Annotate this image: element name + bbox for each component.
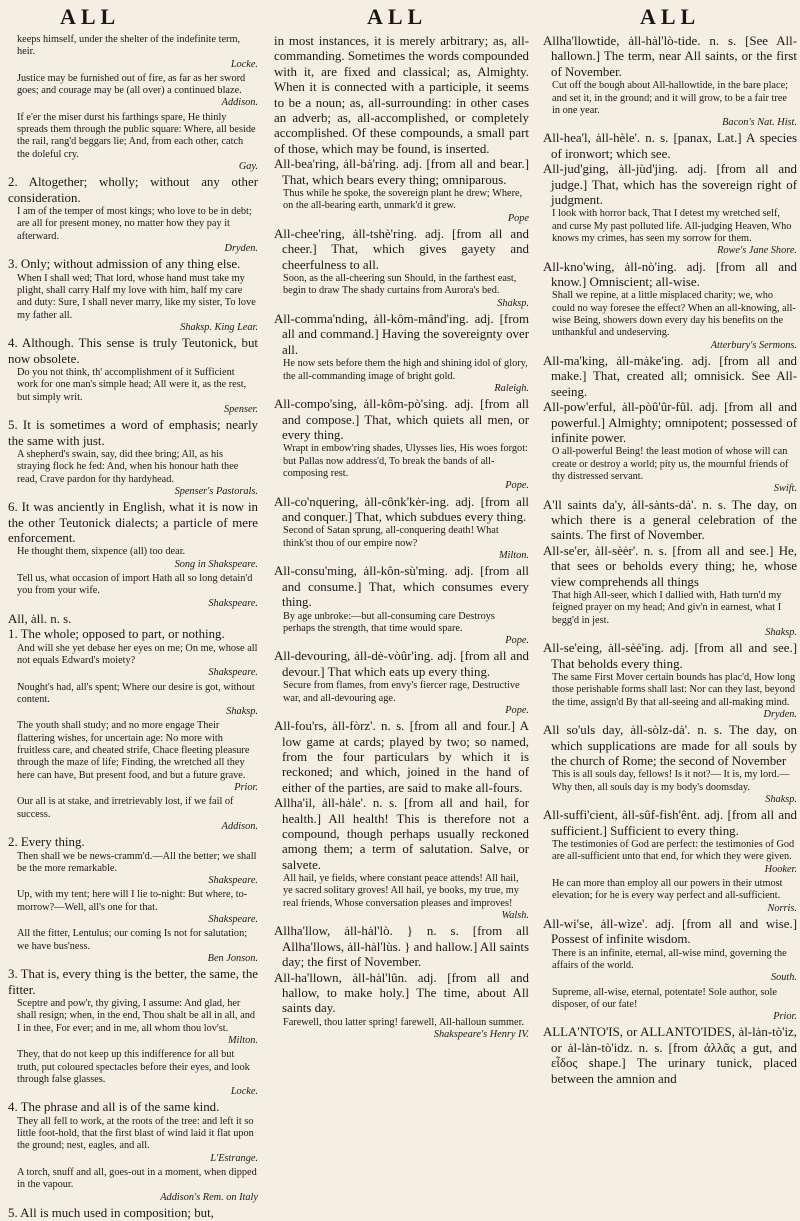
citation-author: Pope. [505,635,529,647]
citation-author: Addison. [221,820,258,832]
citation-quote: Do you not think, th' accomplishment of it Sufficient work for one man's simple head; All were it, as the rest, but simply writ. [17,366,247,403]
citation-author: Shakspeare. [208,667,258,679]
citation-author: Shaksp. [765,626,797,638]
dictionary-entry: All-se'er, ȧll-sèėr'. n. s. [from all and see.] He, that sees or beholds every thing; he, whose view comprehends all things [543,543,797,589]
citation-author: Addison. [221,97,258,109]
header-left: ALL [60,4,121,29]
citation-quote: A shepherd's swain, say, did thee bring; All, as his straying flock he fed: And, when his honour hath thee read, Crave pardon for thy hardyhead. [17,448,239,485]
running-header [0,4,800,34]
citation-author: Ben Jonson. [207,952,258,964]
dictionary-entry: Allha'llow, ȧll-hȧl'lò. } n. s. [from all Allha'llows, ȧll-hȧl'lùs. } and hallow.] All saints day; the first of November. [274,924,529,970]
citation-quote: A torch, snuff and all, goes-out in a moment, when dipped in the vapour. [17,1166,257,1191]
dictionary-entry: Allha'il, ȧll-hȧle'. n. s. [from all and hail, for health.] All health! This is therefore not a compound, though perhaps usually reckoned among them; a term of salutation. Salve, or salvete. [274,796,529,872]
citation-quote: And will she yet debase her eyes on me; On me, whose all not equals Edward's moiety? [17,642,258,666]
citation-quote: By age unbroke:—but all-consuming care Destroys perhaps the strength, that time would spare. [283,610,495,634]
citation-author: Shakspeare. [208,914,258,926]
citation-author: Gay. [238,160,258,172]
header-center: ALL [367,4,428,29]
citation-quote: Second of Satan sprung, all-conquering death! What think'st thou of our empire now? [283,525,499,549]
dictionary-entry: All-jud'ging, ȧll-jùd'jing. adj. [from all and judge.] That, which has the sovereign right of judgment. [543,162,797,208]
citation-quote: If e'er the miser durst his farthings spare, He thinly spreads them through the public square: Where, all beside the rail, rang'd beggars lie; And, from each other, catch the doleful cry. [17,111,256,160]
headword-entry: All, ȧll. n. s. [8,611,72,626]
citation-quote: He can more than employ all our powers in their utmost elevation; for he is every way perfect and all-sufficient. [552,877,783,902]
citation-author: Prior. [773,1011,797,1023]
citation-quote: The youth shall study; and no more engage Their flattering wishes, for uncertain age: No more with fruitless care, and cheated strife, Chace fleeting pleasure through the maze of life; Finding, the wretched all they here can have, But present food, and but a future grave. [17,720,250,781]
sense-text: 4. The phrase and all is of the same kind. [8,1100,220,1115]
citation-quote: Thus while he spoke, the sovereign plant he drew; Where, on the all-bearing earth, unmark'd it grew. [283,188,523,212]
dictionary-entry: Allha'llowtide, ȧll-hȧl'lò-tide. n. s. [See All-hallown.] The term, near All saints, or the first of November. [543,34,797,79]
citation-author: Song in Shakspeare. [174,558,258,570]
header-right: ALL [640,4,701,29]
dictionary-entry: All-se'eing, ȧll-sèė'ing. adj. [from all and see.] That beholds every thing. [543,641,797,671]
citation-quote: All the fitter, Lentulus; our coming Is not for salutation; we have bus'ness. [17,928,248,952]
citation-author: Swift. [773,483,797,495]
dictionary-entry: All-chee'ring, ȧll-tshè'ring. adj. [from all and cheer.] That, which gives gayety and cheerfulness to all. [274,226,529,272]
dictionary-entry: ALLA'NTO'IS, or ALLANTO'IDES, ȧl-lȧn-tò'iz, or ȧl-lȧn-tò'idz. n. s. [from ἀλλᾶς a gut, and εἶδος shape.] The urinary tunick, placed between the amnion and [543,1025,797,1086]
citation-quote: They all fell to work, at the roots of the tree: and left it so little foot-hold, that the first blast of wind laid it flat upon the ground; nest, eagles, and all. [17,1115,254,1152]
sense-text: 3. That is, every thing is the better, the same, the fitter. [8,967,258,997]
citation-author: Dryden. [224,242,258,254]
citation-quote: Soon, as the all-cheering sun Should, in the farthest east, begin to draw The shady curtains from Aurora's bed. [283,273,517,297]
dictionary-entry: All-bea'ring, ȧll-bȧ'ring. adj. [from all and bear.] That, which bears every thing; omniparous. [274,157,529,187]
citation-author: Shaksp. [497,297,529,309]
citation-author: Shakspeare. [208,875,258,887]
dictionary-entry: A'll saints da'y, ȧll-sȧnts-dȧ'. n. s. The day, on which there is a general celebration of the saints. The first of November. [543,497,797,543]
citation-quote: There is an infinite, eternal, all-wise mind, governing the affairs of the world. [552,947,787,971]
citation-author: Raleigh. [494,382,529,394]
column-right [543,34,797,1086]
citation-author: Spenser's Pastorals. [174,485,258,497]
citation-quote: Up, with my tent; here will I lie to-night: But where, to-morrow?—Well, all's one for that. [17,889,248,913]
citation-quote: Then shall we be news-cramm'd.—All the better; we shall be the more remarkable. [17,850,257,874]
citation-quote: I look with horror back, That I detest my wretched self, and curse My past polluted life. All-judging Heaven, Who knows my crimes, has seen my sorrow for them. [552,208,792,245]
citation-quote: All hail, ye fields, where constant peace attends! All hail, ye sacred solitary groves! All hail, ye books, my true, my real friends, Whose conversation pleases and improves! [283,873,519,909]
citation-author: Hooker. [764,863,797,875]
citation-author: Walsh. [501,910,529,922]
sense-text: 3. Only; without admission of any thing else. [8,257,241,272]
citation-quote: That high All-seer, which I dallied with, Hath turn'd my feigned prayer on my head; And giv'n in earnest, what I begg'd in jest. [552,589,782,626]
citation-quote: Our all is at stake, and irretrievably lost, if we fail of success. [17,796,234,820]
dictionary-entry: All-comma'nding, ȧll-kôm-mând'ing. adj. [from all and command.] Having the sovereignty over all. [274,312,529,357]
citation-quote: Justice may be furnished out of fire, as far as her sword goes; and courage may be (all over) a continued blaze. [17,72,246,97]
citation-quote: Supreme, all-wise, eternal, potentate! Sole author, sole disposer, of our fate! [552,986,777,1010]
citation-author: Norris. [767,902,797,914]
citation-author: Shaksp. King Lear. [180,321,258,333]
citation-quote: Secure from flames, from envy's fiercer rage, Destructive war, and all-devouring age. [283,680,520,704]
citation-author: Pope. [505,704,529,716]
citation-author: Bacon's Nat. Hist. [722,117,797,129]
citation-author: Shakspeare's Henry IV. [433,1029,529,1041]
sense-text: 6. It was anciently in English, what it is now in the other Teutonick dialects; a particle of mere enforcement. [8,500,258,545]
citation-quote: The testimonies of God are perfect: the testimonies of God are all-sufficient unto that end, for which they were given. [552,839,795,863]
dictionary-entry: All-wi'se, ȧll-wìze'. adj. [from all and wise.] Possest of infinite wisdom. [543,916,797,947]
citation-author: Shakspeare. [208,597,258,609]
dictionary-entry: All-ma'king, ȧll-mȧke'ing. adj. [from all and make.] That, created all; omnisick. See All-seeing. [543,353,797,399]
citation-author: Atterbury's Sermons. [710,339,797,351]
citation-quote: Nought's had, all's spent; Where our desire is got, without content. [17,681,255,705]
citation-author: Shaksp. [765,793,797,805]
dictionary-entry: All-co'nquering, ȧll-cônk'kėr-ing. adj. [from all and conquer.] That, which subdues every thing. [274,494,529,524]
citation-quote: keeps himself, under the shelter of the indefinite term, heir. [17,34,241,58]
citation-author: L'Estrange. [210,1152,258,1164]
sense-text: 1. The whole; opposed to part, or nothing. [8,627,225,642]
citation-quote: Wrapt in embow'ring shades, Ulysses lies, His woes forgot: but Pallas now address'd, To break the bands of all-composing rest. [283,443,528,479]
dictionary-entry: All-kno'wing, ȧll-nò'ing. adj. [from all and know.] Omniscient; all-wise. [543,259,797,290]
citation-quote: When I shall wed; That lord, whose hand must take my plight, shall carry Half my love with him, half my care and duty: Sure, I shall never marry, like my sister, To love my father all. [17,272,256,321]
citation-author: Addison's Rem. on Italy [160,1191,258,1203]
citation-quote: Tell us, what occasion of import Hath all so long detain'd you from your wife. [17,572,253,597]
dictionary-entry: All-fou'rs, ȧll-fòrz'. n. s. [from all and four.] A low game at cards; played by two; so named, from the four particulars by which it is reckoned; and which, joined in the hand of either of the parties, are said to make all-fours. [274,719,529,795]
citation-quote: I am of the temper of most kings; who love to be in debt; are all for present money, no matter how they pay it afterward. [17,206,252,242]
dictionary-entry: All so'uls day, ȧll-sòlz-dȧ'. n. s. The day, on which supplications are made for all souls by the church of Rome; the second of November [543,723,797,768]
sense-text: 4. Although. This sense is truly Teutonick, but now obsolete. [8,336,258,366]
citation-quote: He now sets before them the high and shining idol of glory, the all-commanding image of bright gold. [283,358,528,382]
citation-quote: O all-powerful Being! the least motion of whose will can create or destroy a world; pity us, the mournful friends of thy distressed servant. [552,446,789,482]
sense-text: 2. Every thing. [8,835,85,850]
citation-author: Rowe's Jane Shore. [717,245,797,257]
sense-text: in most instances, it is merely arbitrary; as, all-commanding. Sometimes the words compounded with it, are fixed and classical; as, Almighty. When it is connected with a participle, it seems to be a noun; as, all-surrounding: in other cases an adverb; as, all-accomplished, or completely accomplished. Of these compounds, a small part of those, which may be found, is inserted. [274,34,529,156]
dictionary-entry: All-consu'ming, ȧll-kôn-sù'ming. adj. [from all and consume.] That, which consumes every thing. [274,564,529,610]
dictionary-entry: All-ha'llown, ȧll-hȧl'lûn. adj. [from all and hallow, to make holy.] The time, about All saints day. [274,970,529,1016]
citation-author: Locke. [230,1086,258,1098]
citation-author: Spenser. [223,403,258,415]
citation-author: Prior. [234,781,258,793]
citation-quote: The same First Mover certain bounds has plac'd, How long those perishable forms shall last: Nor can they last, beyond the time, assign'd By that all-seeing and all-making mind. [552,671,796,708]
dictionary-entry: All-hea'l, ȧll-hèle'. n. s. [panax, Lat.] A species of ironwort; which see. [543,131,797,161]
column-left [8,34,258,1220]
sense-text: 5. All is much used in composition; but, [8,1205,214,1220]
sense-text: 5. It is sometimes a word of emphasis; nearly the same with just. [8,418,258,448]
citation-author: Locke. [230,58,258,70]
dictionary-entry: All-suffi'cient, ȧll-sûf-fish'ênt. adj. [from all and sufficient.] Sufficient to every thing. [543,808,797,838]
citation-quote: Shall we repine, at a little misplaced charity; we, who could no way foresee the effect? When an all-knowing, all-wise Being, showers down every day his benefits on the unthankful and undeserving. [552,290,796,339]
citation-author: Pope [507,212,529,224]
dictionary-entry: All-devouring, ȧll-dė-vòûr'ing. adj. [from all and devour.] That which eats up every thing. [274,649,529,679]
sense-text: 2. Altogether; wholly; without any other consideration. [8,175,258,205]
citation-quote: They, that do not keep up this indifference for all but truth, put coloured spectacles before their eyes, and look through false glasses. [17,1049,250,1085]
citation-quote: Sceptre and pow'r, thy giving, I assume: And glad, her shall resign; when, in the end, Thou shalt be all in all, and I in thee, For ever; and in me, all whom thou lov'st. [17,998,256,1034]
citation-quote: This is all souls day, fellows! Is it not?— It is, my lord.— Why then, all souls day is my body's doomsday. [552,769,790,793]
citation-quote: Cut off the bough about All-hallowtide, in the bare place; and set it, in the ground; and it will grow, to be a fair tree in one year. [552,80,789,116]
citation-quote: Farewell, thou latter spring! farewell, All-halloun summer. [283,1016,525,1028]
dictionary-entry: All-compo'sing, ȧll-kôm-pò'sing. adj. [from all and compose.] That, which quiets all men, or every thing. [274,397,529,442]
citation-author: Shaksp. [226,706,258,718]
citation-author: Dryden. [763,708,797,720]
column-middle [274,34,529,1041]
citation-author: South. [770,972,797,984]
dictionary-entry: All-pow'erful, ȧll-pòû'ûr-fûl. adj. [from all and powerful.] Almighty; omnipotent; possessed of infinite power. [543,400,797,445]
citation-author: Milton. [227,1034,258,1046]
citation-quote: He thought them, sixpence (all) too dear. [17,546,186,558]
citation-author: Pope. [505,480,529,492]
citation-author: Milton. [498,549,529,561]
